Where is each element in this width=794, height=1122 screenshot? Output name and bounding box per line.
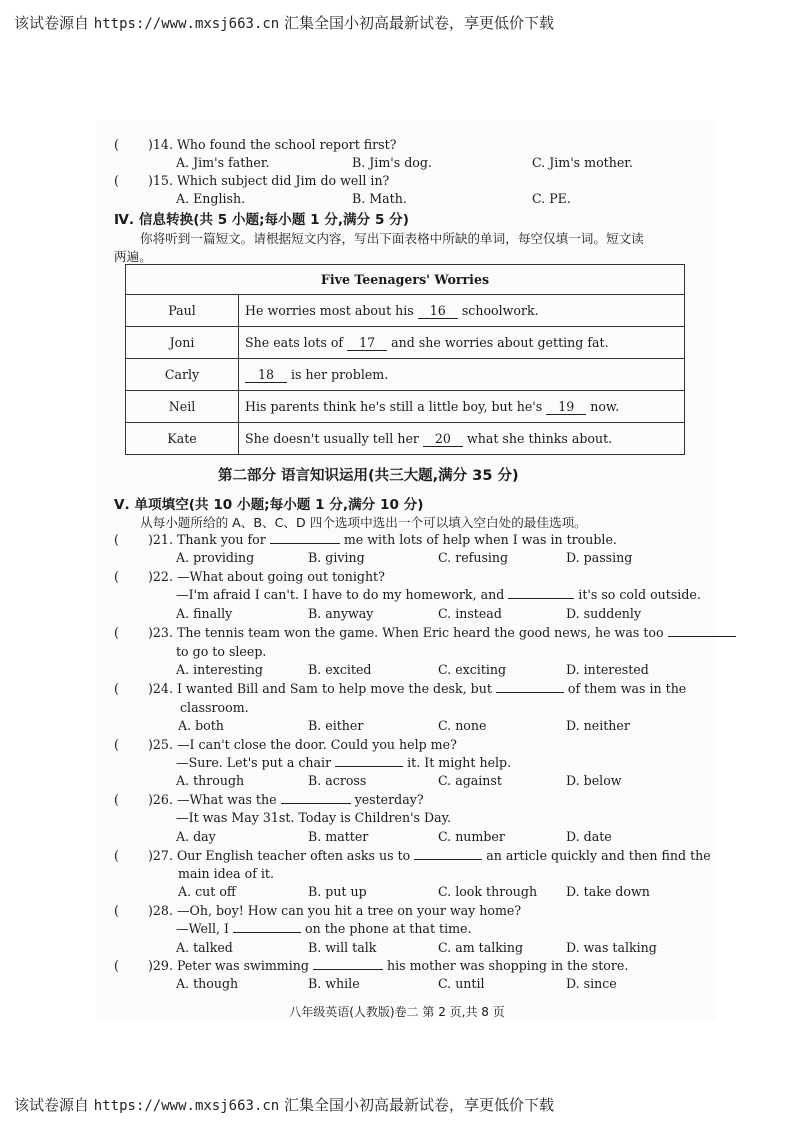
row-text: She doesn't usually tell her 20 what she thinks about.	[239, 423, 685, 455]
q26-option-a: A. day	[176, 829, 216, 844]
answer-blank-17[interactable]: 17	[347, 335, 387, 351]
row-name: Paul	[126, 295, 239, 327]
q22-option-b: B. anyway	[308, 606, 374, 621]
q25-option-c: C. against	[438, 773, 502, 788]
answer-paren: (	[114, 173, 119, 188]
question-14: )14. Who found the school report first?	[148, 137, 397, 152]
banner-url[interactable]: https://www.mxsj663.cn	[93, 1098, 280, 1114]
q29-option-a: A. though	[176, 976, 239, 991]
table-row	[126, 327, 685, 359]
question-25: )25. —I can't close the door. Could you help me?	[148, 737, 457, 752]
q28-option-c: C. am talking	[438, 940, 524, 955]
answer-paren[interactable]: (	[114, 958, 119, 973]
question-22-reply: —I'm afraid I can't. I have to do my homework, and it's so cold outside.	[176, 587, 701, 602]
answer-blank-16[interactable]: 16	[418, 303, 458, 319]
table-title: Five Teenagers' Worries	[126, 265, 685, 295]
question-21: )21. Thank you for me with lots of help when I was in trouble.	[148, 532, 617, 547]
q23-option-c: C. exciting	[438, 662, 507, 677]
question-27: )27. Our English teacher often asks us to an article quickly and then find the	[148, 848, 711, 863]
question-23: )23. The tennis team won the game. When Eric heard the good news, he was too	[148, 625, 736, 641]
q21-option-d: D. passing	[566, 550, 633, 565]
source-banner-top	[14, 12, 554, 33]
q25-option-d: D. below	[566, 773, 622, 788]
banner-url[interactable]: https://www.mxsj663.cn	[93, 16, 280, 32]
blank-line	[313, 958, 383, 970]
question-25-reply: —Sure. Let's put a chair it. It might help.	[176, 755, 512, 770]
blank-line	[414, 848, 482, 860]
banner-right-text: 汇集全国小初高最新试卷，享更低价下载	[284, 14, 555, 32]
banner-left-text: 该试卷源自	[14, 1096, 90, 1114]
section-4-instruction-cont: 两遍。	[114, 249, 152, 264]
blank-line	[508, 587, 574, 599]
row-name: Kate	[126, 423, 239, 455]
question-23-cont: to go to sleep.	[176, 644, 267, 659]
q14-option-c: C. Jim's mother.	[532, 155, 633, 170]
q22-option-a: A. finally	[176, 606, 233, 621]
question-26: )26. —What was the yesterday?	[148, 792, 424, 807]
q24-option-d: D. neither	[566, 718, 630, 733]
q15-option-c: C. PE.	[532, 191, 571, 206]
section-5-instruction: 从每小题所给的 A、B、C、D 四个选项中选出一个可以填入空白处的最佳选项。	[140, 515, 587, 530]
q21-option-c: C. refusing	[438, 550, 509, 565]
banner-left-text: 该试卷源自	[14, 14, 90, 32]
q21-option-a: A. providing	[176, 550, 255, 565]
q22-option-c: C. instead	[438, 606, 502, 621]
q25-option-a: A. through	[176, 773, 245, 788]
q14-option-b: B. Jim's dog.	[352, 155, 432, 170]
blank-line	[496, 681, 564, 693]
q27-option-c: C. look through	[438, 884, 538, 899]
q14-option-a: A. Jim's father.	[176, 155, 270, 170]
answer-blank-18[interactable]: 18	[245, 367, 287, 383]
row-name: Carly	[126, 359, 239, 391]
question-29: )29. Peter was swimming his mother was shopping in the store.	[148, 958, 629, 973]
row-text: 18 is her problem.	[239, 359, 685, 391]
section-4-heading: Ⅳ. 信息转换(共 5 小题;每小题 1 分,满分 5 分)	[114, 212, 409, 228]
question-24-cont: classroom.	[180, 700, 249, 715]
blank-line	[668, 625, 736, 637]
row-text: She eats lots of 17 and she worries about getting fat.	[239, 327, 685, 359]
q28-option-b: B. will talk	[308, 940, 377, 955]
q24-option-a: A. both	[178, 718, 224, 733]
q29-option-b: B. while	[308, 976, 360, 991]
q27-option-a: A. cut off	[178, 884, 236, 899]
source-banner-bottom	[14, 1094, 554, 1115]
answer-blank-19[interactable]: 19	[546, 399, 586, 415]
q27-option-b: B. put up	[308, 884, 367, 899]
q26-option-d: D. date	[566, 829, 612, 844]
answer-paren[interactable]: (	[114, 792, 119, 807]
question-28: )28. —Oh, boy! How can you hit a tree on your way home?	[148, 903, 522, 918]
section-4-instruction: 你将听到一篇短文。请根据短文内容，写出下面表格中所缺的单词，每空仅填一词。短文读	[140, 231, 644, 246]
answer-blank-20[interactable]: 20	[423, 431, 463, 447]
part-2-heading: 第二部分 语言知识运用(共三大题,满分 35 分)	[218, 468, 519, 484]
q15-option-a: A. English.	[176, 191, 246, 206]
q25-option-b: B. across	[308, 773, 367, 788]
answer-paren[interactable]: (	[114, 532, 119, 547]
answer-paren[interactable]: (	[114, 848, 119, 863]
q27-option-d: D. take down	[566, 884, 650, 899]
q23-option-b: B. excited	[308, 662, 372, 677]
blank-line	[281, 792, 351, 804]
question-15: )15. Which subject did Jim do well in?	[148, 173, 390, 188]
q24-option-c: C. none	[438, 718, 487, 733]
q23-option-a: A. interesting	[176, 662, 263, 677]
answer-paren[interactable]: (	[114, 903, 119, 918]
table-row	[126, 391, 685, 423]
blank-line	[335, 755, 403, 767]
q28-option-d: D. was talking	[566, 940, 657, 955]
table-row	[126, 423, 685, 455]
row-name: Neil	[126, 391, 239, 423]
page-footer: 八年级英语(人教版)卷二 第 2 页,共 8 页	[289, 1005, 505, 1019]
question-24: )24. I wanted Bill and Sam to help move the desk, but of them was in the	[148, 681, 687, 696]
question-27-cont: main idea of it.	[178, 866, 274, 881]
q26-option-b: B. matter	[308, 829, 369, 844]
answer-paren[interactable]: (	[114, 737, 119, 752]
question-26-reply: —It was May 31st. Today is Children's Day.	[176, 810, 452, 825]
table-row	[126, 359, 685, 391]
blank-line	[233, 921, 301, 933]
question-22: )22. —What about going out tonight?	[148, 569, 385, 584]
q29-option-c: C. until	[438, 976, 485, 991]
row-text: He worries most about his 16 schoolwork.	[239, 295, 685, 327]
row-name: Joni	[126, 327, 239, 359]
q15-option-b: B. Math.	[352, 191, 407, 206]
banner-right-text: 汇集全国小初高最新试卷，享更低价下载	[284, 1096, 555, 1114]
q23-option-d: D. interested	[566, 662, 649, 677]
q28-option-a: A. talked	[176, 940, 233, 955]
q21-option-b: B. giving	[308, 550, 365, 565]
table-row	[126, 295, 685, 327]
answer-paren[interactable]: (	[114, 625, 119, 640]
q24-option-b: B. either	[308, 718, 364, 733]
q26-option-c: C. number	[438, 829, 505, 844]
answer-paren: (	[114, 137, 119, 152]
row-text: His parents think he's still a little boy, but he's 19 now.	[239, 391, 685, 423]
answer-paren[interactable]: (	[114, 569, 119, 584]
worries-table	[125, 264, 685, 455]
blank-line	[270, 532, 340, 544]
answer-paren[interactable]: (	[114, 681, 119, 696]
q22-option-d: D. suddenly	[566, 606, 642, 621]
q29-option-d: D. since	[566, 976, 617, 991]
section-5-heading: Ⅴ. 单项填空(共 10 小题;每小题 1 分,满分 10 分)	[114, 497, 424, 513]
question-28-reply: —Well, I on the phone at that time.	[176, 921, 472, 936]
